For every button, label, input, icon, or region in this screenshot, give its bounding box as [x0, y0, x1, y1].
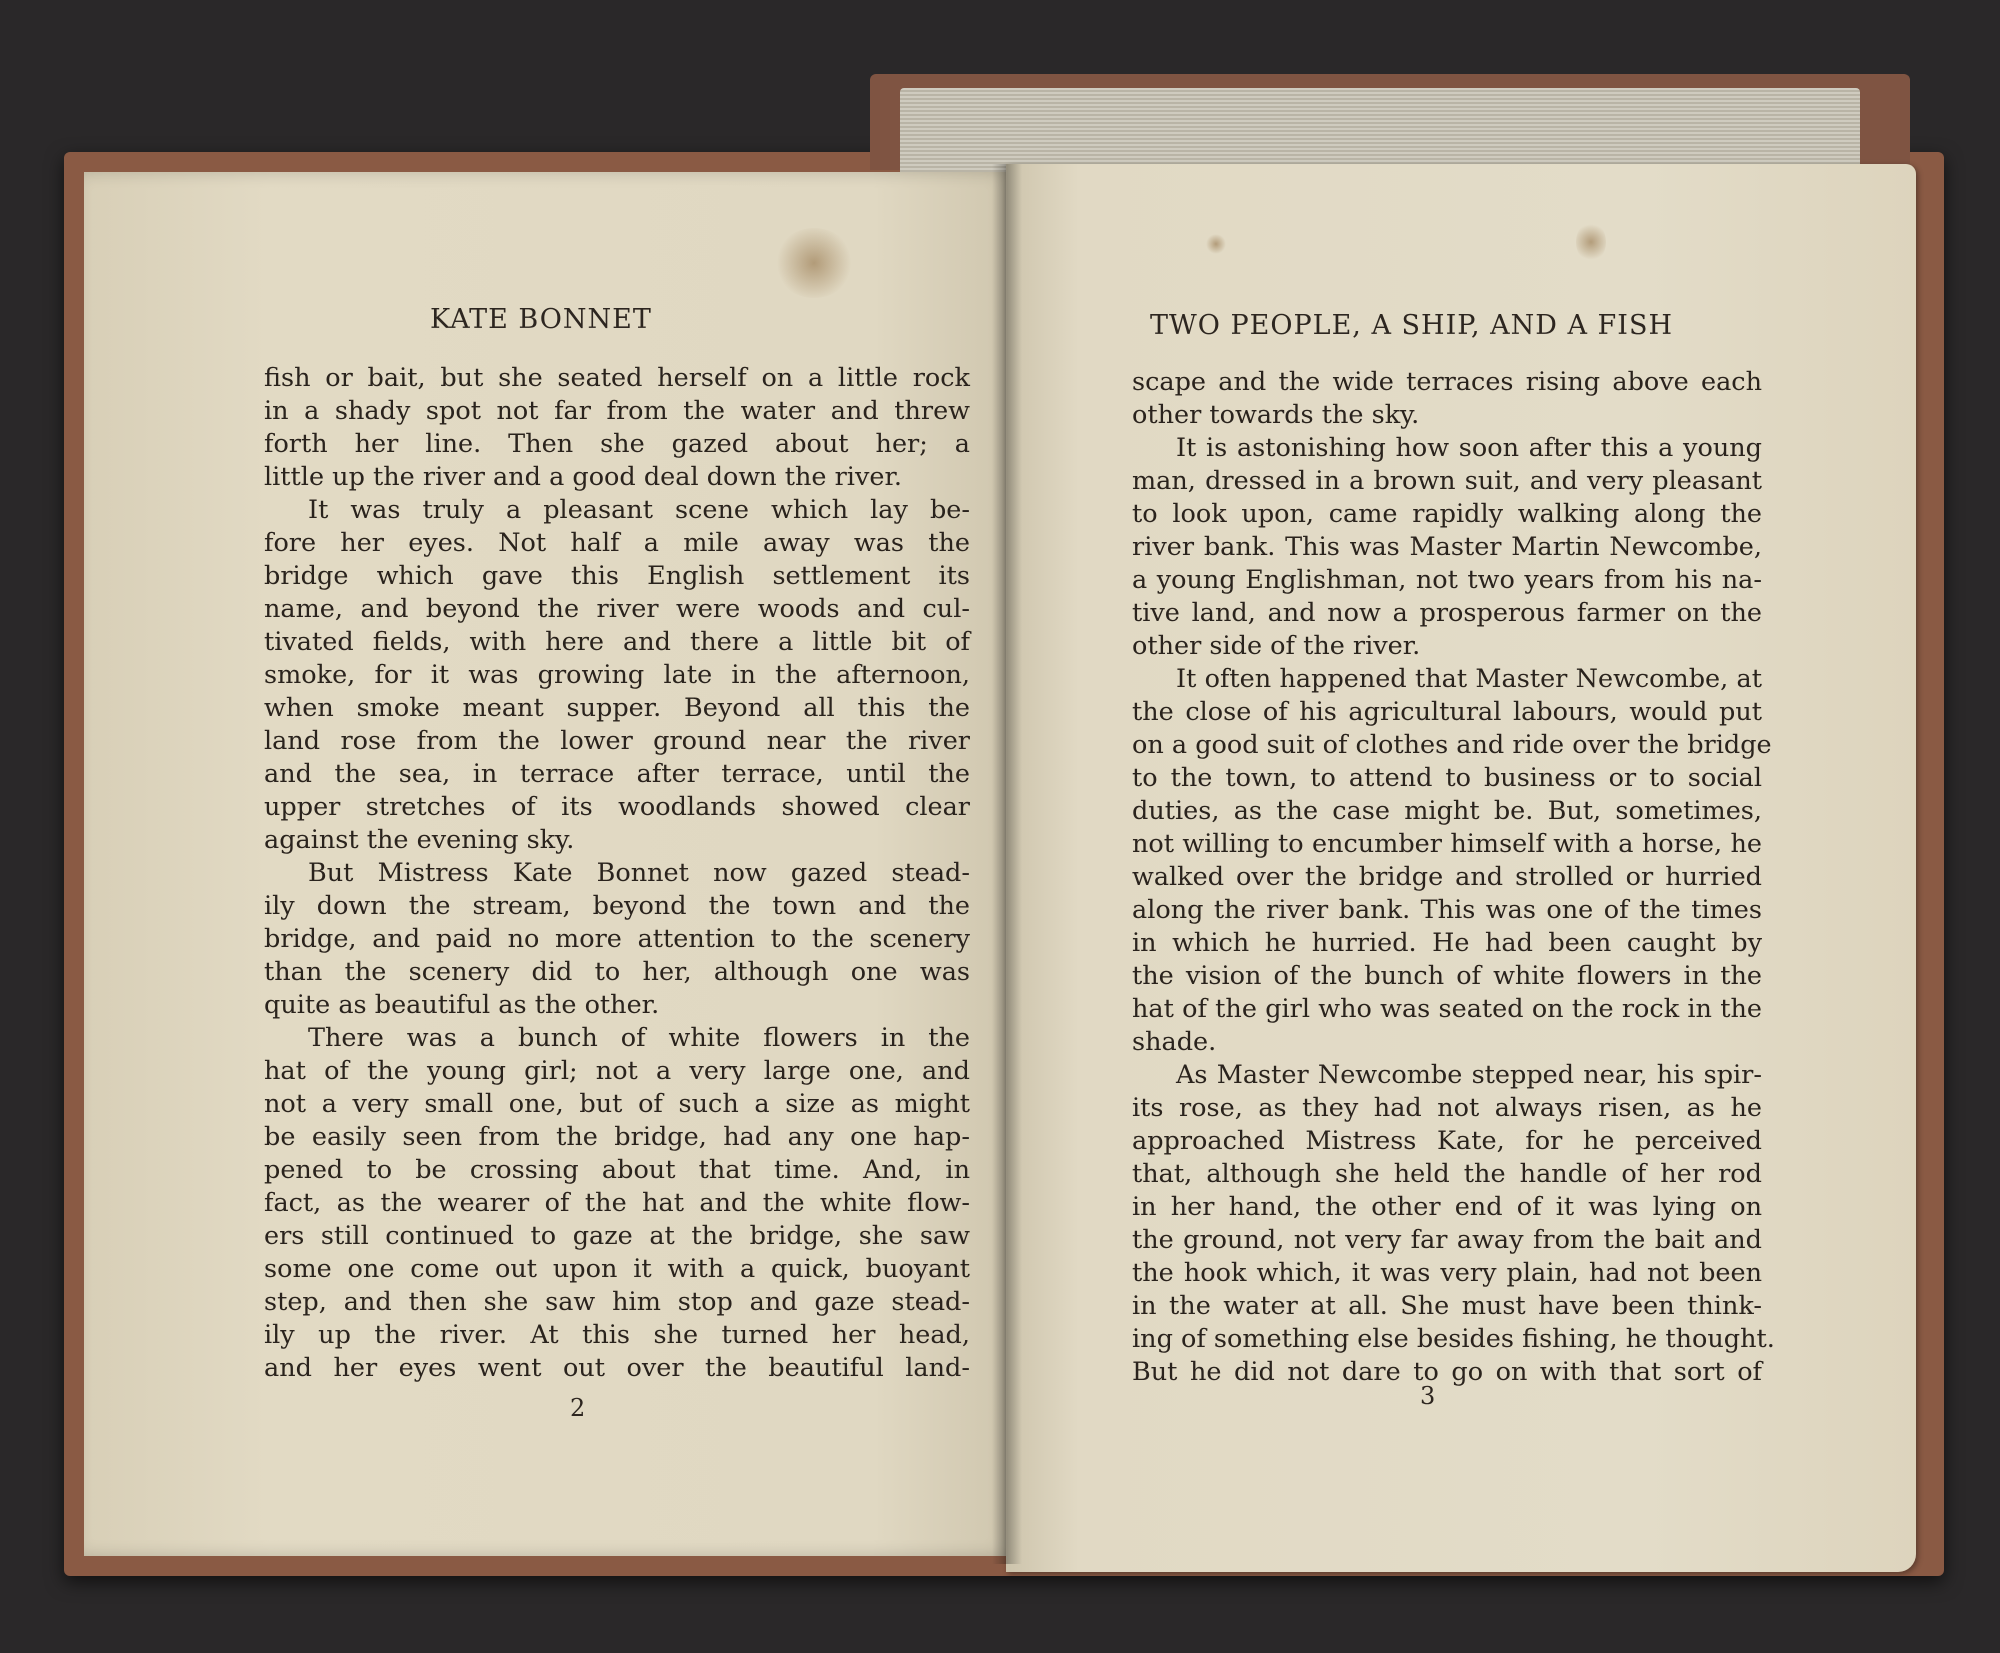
text-line: to the town, to attend to business or to social	[1132, 763, 1762, 793]
text-line: and the sea, in terrace after terrace, until the	[264, 759, 970, 789]
text-line: scape and the wide terraces rising above each	[1132, 367, 1762, 397]
right-page	[1006, 164, 1916, 1572]
left-text-block	[264, 362, 970, 1385]
text-line: fish or bait, but she seated herself on a little rock	[264, 363, 970, 393]
text-line: in a shady spot not far from the water and threw	[264, 396, 970, 426]
text-line: It was truly a pleasant scene which lay be-	[308, 495, 970, 525]
text-line: upper stretches of its woodlands showed clear	[264, 792, 970, 822]
text-line: forth her line. Then she gazed about her; a	[264, 429, 970, 459]
text-line: hat of the girl who was seated on the rock in the	[1132, 994, 1762, 1024]
text-line: But he did not dare to go on with that sort of	[1132, 1357, 1762, 1387]
text-line: tivated fields, with here and there a little bit of	[264, 627, 970, 657]
text-line: than the scenery did to her, although one was	[264, 957, 970, 987]
text-line: tive land, and now a prosperous farmer on the	[1132, 598, 1762, 628]
text-line: quite as beautiful as the other.	[264, 990, 660, 1020]
right-running-head: TWO PEOPLE, A SHIP, AND A FISH	[1150, 310, 1673, 341]
text-line: shade.	[1132, 1027, 1217, 1057]
text-line: the hook which, it was very plain, had not been	[1132, 1258, 1762, 1288]
text-line: There was a bunch of white flowers in the	[308, 1023, 970, 1053]
text-line: It is astonishing how soon after this a young	[1176, 433, 1762, 463]
text-line: duties, as the case might be. But, sometimes,	[1132, 796, 1762, 826]
text-line: But Mistress Kate Bonnet now gazed stead-	[308, 858, 970, 888]
text-line: ing of something else besides fishing, he thought.	[1132, 1324, 1775, 1354]
text-line: and her eyes went out over the beautiful land-	[264, 1353, 970, 1383]
text-line: its rose, as they had not always risen, as he	[1132, 1093, 1762, 1123]
text-line: not a very small one, but of such a size as might	[264, 1089, 970, 1119]
text-line: other towards the sky.	[1132, 400, 1420, 430]
text-line: little up the river and a good deal down the river.	[264, 462, 902, 492]
text-line: land rose from the lower ground near the river	[264, 726, 970, 756]
text-line: step, and then she saw him stop and gaze stead-	[264, 1287, 970, 1317]
text-line: be easily seen from the bridge, had any one hap-	[264, 1122, 970, 1152]
text-line: a young Englishman, not two years from his na-	[1132, 565, 1762, 595]
text-line: river bank. This was Master Martin Newcombe,	[1132, 532, 1762, 562]
text-line: ily up the river. At this she turned her head,	[264, 1320, 970, 1350]
text-line: approached Mistress Kate, for he perceived	[1132, 1126, 1762, 1156]
foxing-stain	[1206, 234, 1226, 254]
page-edges	[900, 88, 1860, 174]
text-line: that, although she held the handle of her rod	[1132, 1159, 1762, 1189]
text-line: in her hand, the other end of it was lying on	[1132, 1192, 1762, 1222]
text-line: when smoke meant supper. Beyond all this the	[264, 693, 970, 723]
text-line: hat of the young girl; not a very large one, and	[264, 1056, 970, 1086]
text-line: fore her eyes. Not half a mile away was the	[264, 528, 970, 558]
text-line: not willing to encumber himself with a horse, he	[1132, 829, 1762, 859]
text-line: walked over the bridge and strolled or hurried	[1132, 862, 1762, 892]
foxing-stain	[1576, 222, 1606, 262]
text-line: As Master Newcombe stepped near, his spir-	[1176, 1060, 1762, 1090]
text-line: other side of the river.	[1132, 631, 1421, 661]
text-line: ily down the stream, beyond the town and the	[264, 891, 970, 921]
book-gutter	[992, 164, 1022, 1564]
right-text-block	[1132, 366, 1775, 1389]
text-line: some one come out upon it with a quick, buoyant	[264, 1254, 970, 1284]
text-line: on a good suit of clothes and ride over the bridge	[1132, 730, 1772, 760]
text-line: against the evening sky.	[264, 825, 575, 855]
text-line: ers still continued to gaze at the bridge, she saw	[264, 1221, 970, 1251]
text-line: along the river bank. This was one of the times	[1132, 895, 1762, 925]
left-page-number: 2	[570, 1394, 586, 1422]
text-line: It often happened that Master Newcombe, at	[1176, 664, 1762, 694]
text-line: smoke, for it was growing late in the afternoon,	[264, 660, 970, 690]
text-line: the close of his agricultural labours, would put	[1132, 697, 1762, 727]
text-line: pened to be crossing about that time. And, in	[264, 1155, 970, 1185]
text-line: in the water at all. She must have been think-	[1132, 1291, 1762, 1321]
left-page	[84, 172, 1012, 1556]
text-line: man, dressed in a brown suit, and very pleasant	[1132, 466, 1762, 496]
text-line: the vision of the bunch of white flowers in the	[1132, 961, 1762, 991]
text-line: to look upon, came rapidly walking along the	[1132, 499, 1762, 529]
foxing-stain	[774, 228, 854, 298]
right-page-number: 3	[1420, 1382, 1436, 1410]
text-line: the ground, not very far away from the bait and	[1132, 1225, 1762, 1255]
text-line: bridge, and paid no more attention to the scenery	[264, 924, 970, 954]
text-line: in which he hurried. He had been caught by	[1132, 928, 1762, 958]
text-line: bridge which gave this English settlement its	[264, 561, 970, 591]
left-running-head: KATE BONNET	[430, 304, 652, 335]
text-line: name, and beyond the river were woods and cul-	[264, 594, 970, 624]
text-line: fact, as the wearer of the hat and the white flow-	[264, 1188, 970, 1218]
